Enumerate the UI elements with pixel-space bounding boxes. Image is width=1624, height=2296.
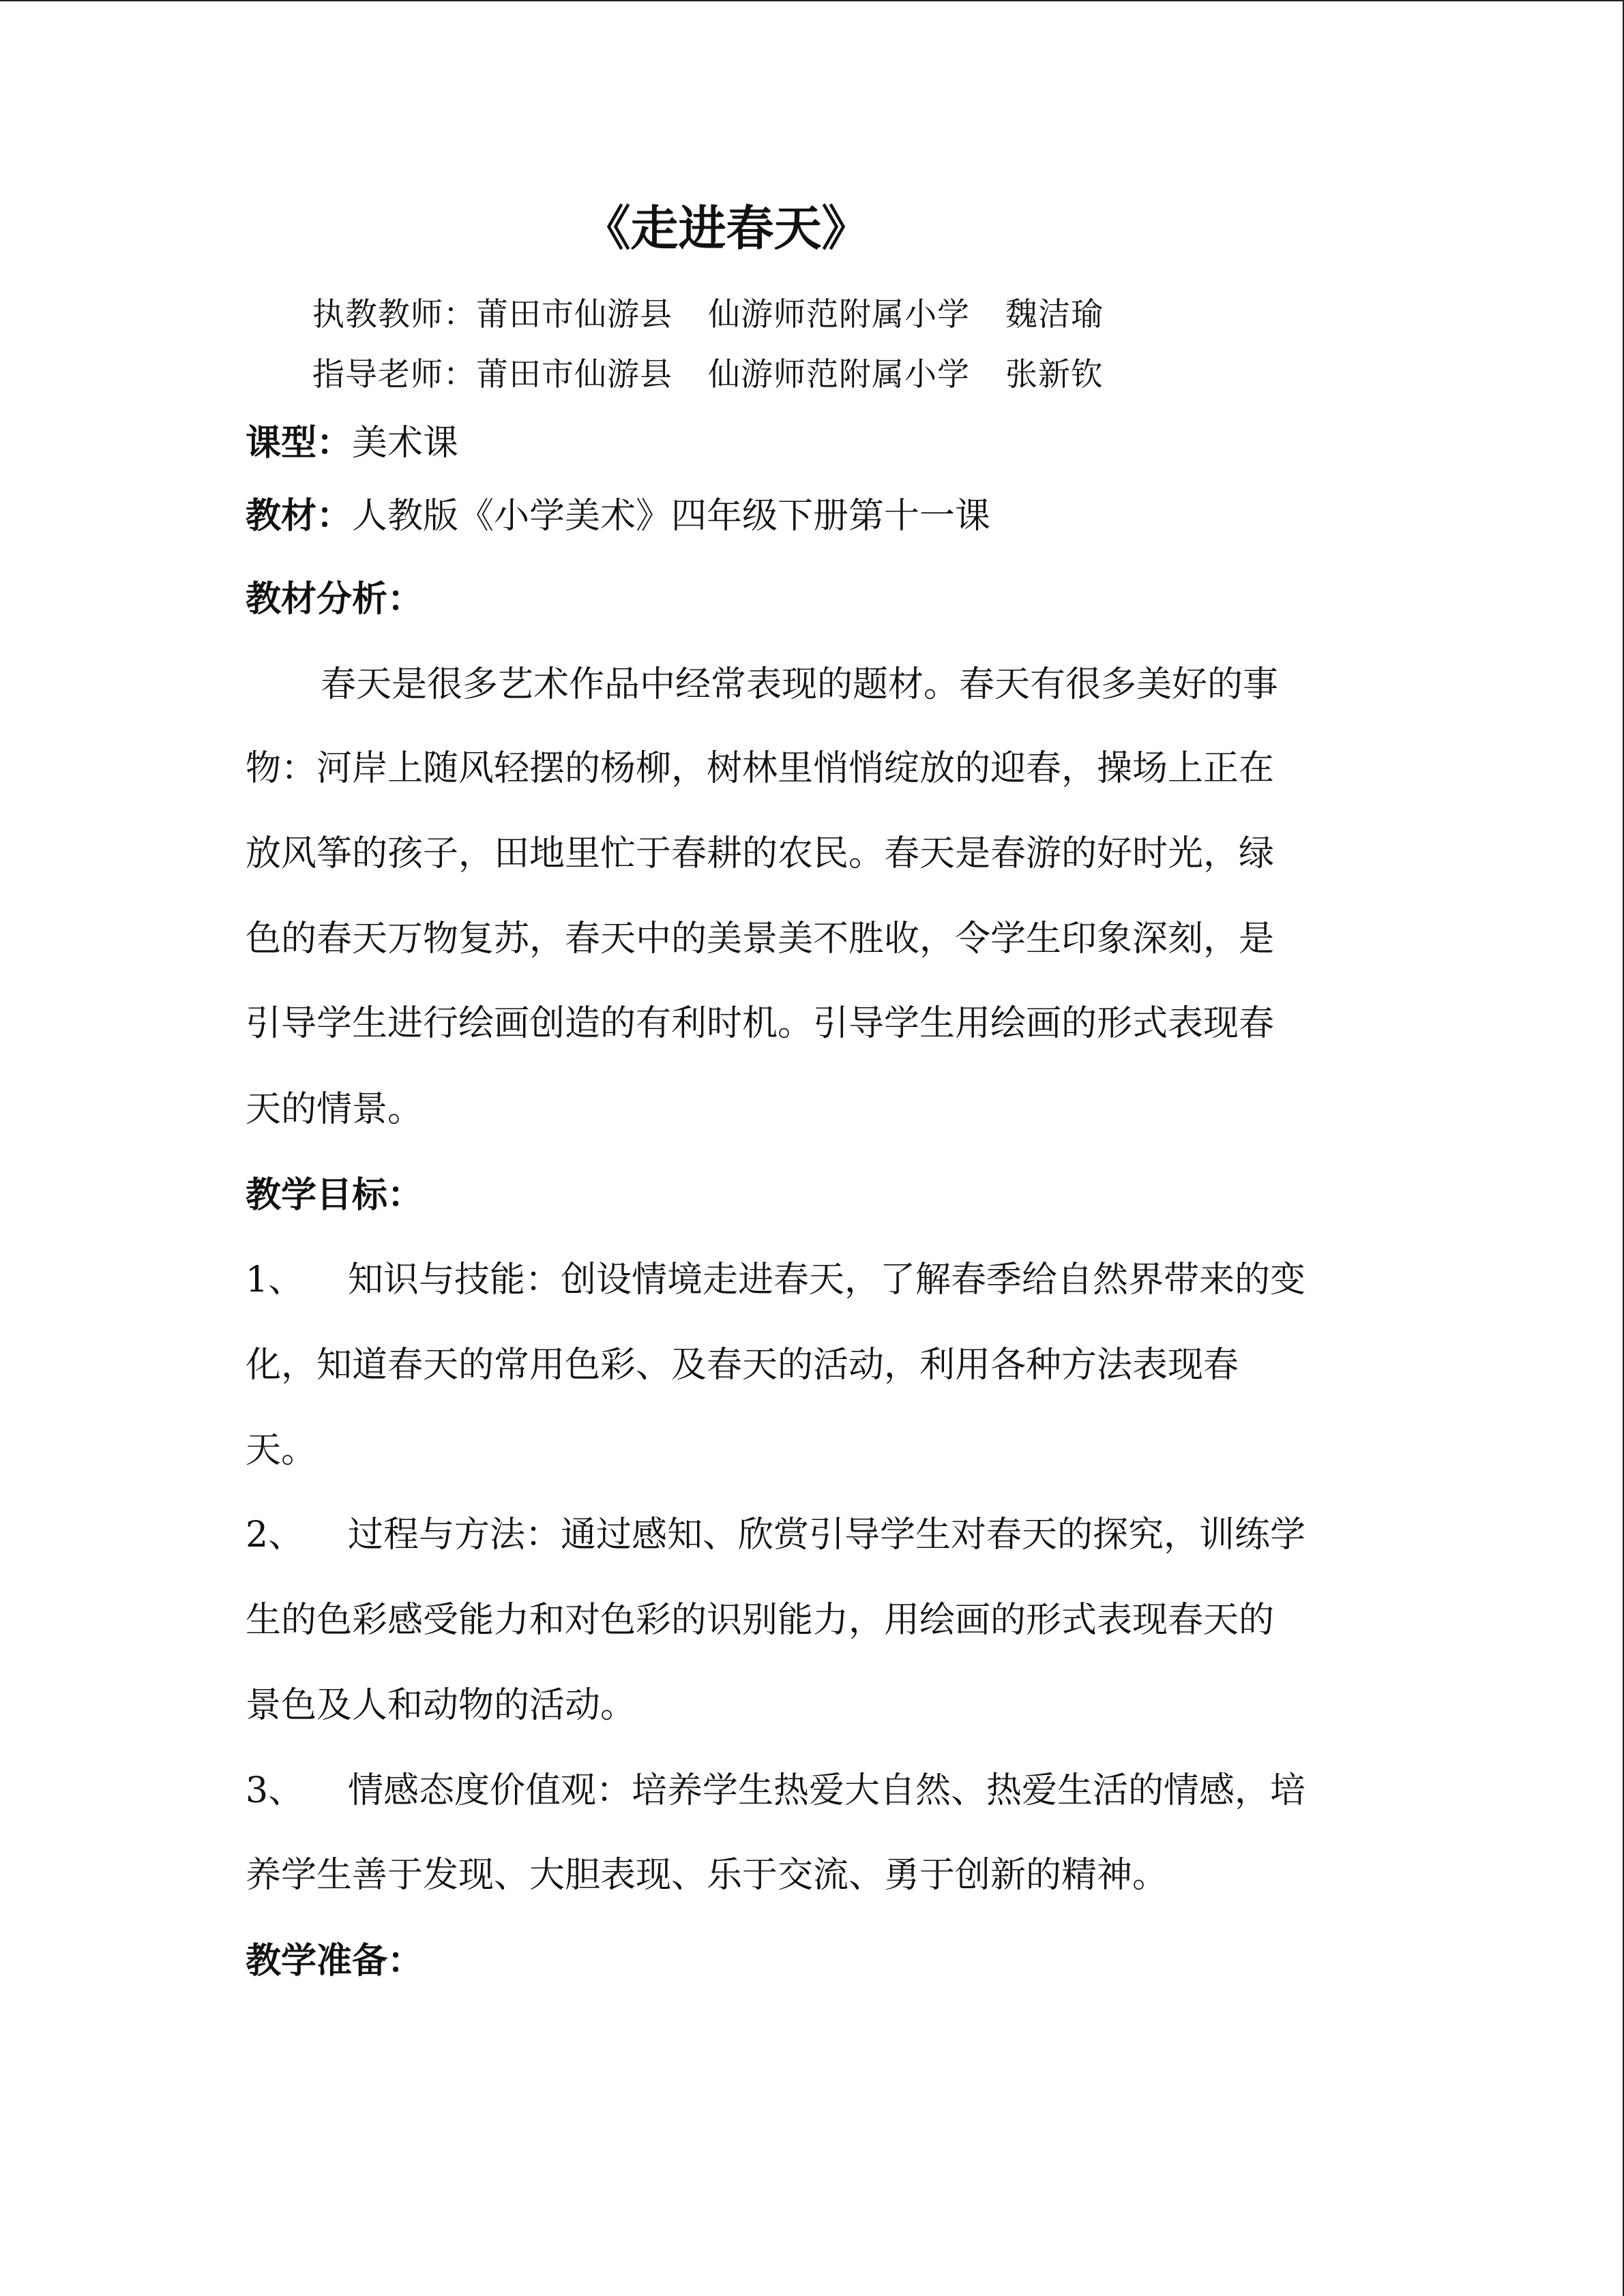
- analysis-heading: 教材分析：: [246, 578, 424, 620]
- objective-line: 养学生善于发现、大胆表现、乐于交流、勇于创新的精神。: [246, 1855, 1168, 1896]
- lesson-type-value: 美术课: [352, 423, 459, 464]
- textbook-value: 人教版《小学美术》四年级下册第十一课: [352, 496, 991, 537]
- objective-line: 知识与技能：创设情境走进春天，了解春季给自然界带来的变: [348, 1259, 1306, 1300]
- objective-line: 天。: [246, 1430, 317, 1471]
- objective-line: 化，知道春天的常用色彩、及春天的活动，利用各种方法表现春: [246, 1345, 1239, 1386]
- objective-line: 情感态度价值观：培养学生热爱大自然、热爱生活的情感，培: [348, 1770, 1306, 1811]
- objective-number: 1、: [246, 1259, 304, 1300]
- advisor-line: [312, 356, 1104, 393]
- teacher-line: [312, 296, 1104, 333]
- analysis-line: 放风筝的孩子，田地里忙于春耕的农民。春天是春游的好时光，绿: [246, 833, 1275, 874]
- analysis-line: 引导学生进行绘画创造的有利时机。引导学生用绘画的形式表现春: [246, 1003, 1275, 1044]
- teacher-name: 魏洁瑜: [1005, 296, 1104, 333]
- teacher-school: 仙游师范附属小学: [708, 296, 970, 333]
- preparation-heading: 教学准备：: [246, 1940, 424, 1982]
- lesson-type: [246, 422, 459, 464]
- textbook-label: 教材：: [246, 495, 353, 537]
- teacher-label: 执教教师：: [312, 296, 476, 333]
- objective-number: 2、: [246, 1515, 304, 1555]
- objectives-heading: 教学目标：: [246, 1174, 424, 1216]
- advisor-label: 指导老师：: [312, 356, 476, 393]
- advisor-place: 莆田市仙游县: [476, 356, 673, 393]
- teacher-place: 莆田市仙游县: [476, 296, 673, 333]
- lesson-type-label: 课型：: [246, 422, 353, 464]
- objective-line: 生的色彩感受能力和对色彩的识别能力，用绘画的形式表现春天的: [246, 1600, 1275, 1641]
- analysis-line: 天的情景。: [246, 1089, 424, 1130]
- textbook: [246, 495, 991, 537]
- objective-line: 景色及人和动物的活动。: [246, 1685, 636, 1726]
- analysis-line: 物：河岸上随风轻摆的杨柳，树林里悄悄绽放的迎春，操场上正在: [246, 748, 1275, 789]
- objective-number: 3、: [246, 1770, 304, 1811]
- document-title: 《走进春天》: [582, 200, 870, 256]
- advisor-name: 张新钦: [1005, 356, 1104, 393]
- advisor-school: 仙游师范附属小学: [708, 356, 970, 393]
- analysis-line: 春天是很多艺术作品中经常表现的题材。春天有很多美好的事: [321, 664, 1279, 705]
- analysis-line: 色的春天万物复苏，春天中的美景美不胜收，令学生印象深刻，是: [246, 919, 1275, 959]
- objective-line: 过程与方法：通过感知、欣赏引导学生对春天的探究，训练学: [348, 1515, 1306, 1555]
